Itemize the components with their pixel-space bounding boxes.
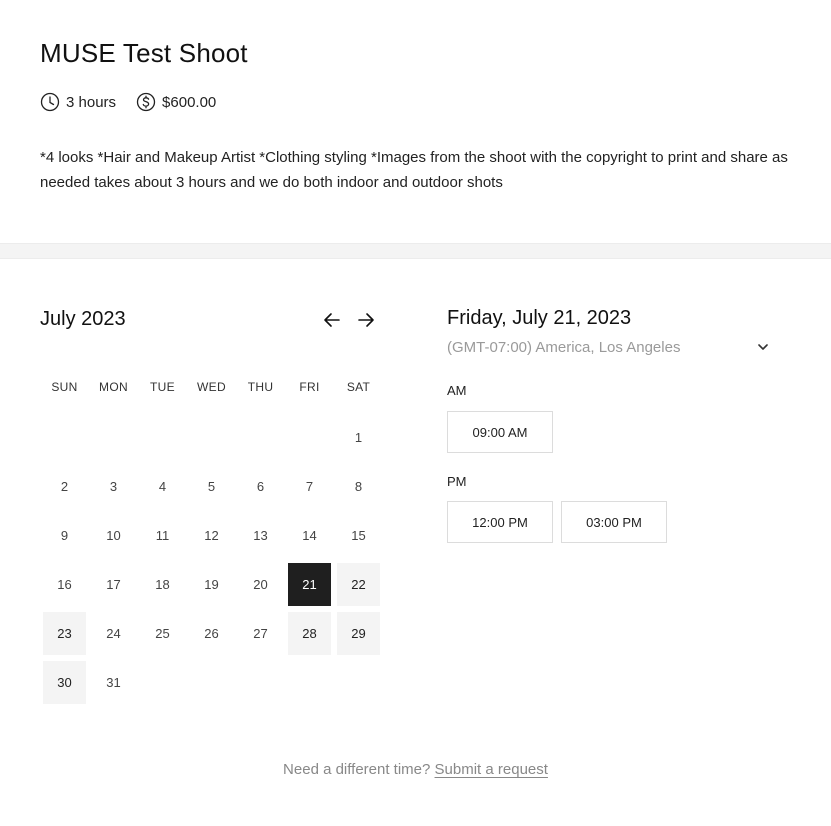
calendar-day [236,609,285,658]
next-month-button[interactable] [355,309,377,331]
calendar-day-number: 19 [204,577,219,592]
calendar-day [138,560,187,609]
calendar-day[interactable] [337,563,380,606]
weekday-label: FRI [299,380,320,394]
calendar-day-number: 28 [302,626,317,641]
calendar-day-number: 21 [302,577,317,592]
calendar-day-number: 31 [106,675,121,690]
dollar-circle-icon [136,92,156,112]
calendar-day [236,511,285,560]
section-divider [0,243,831,259]
calendar-day [334,462,383,511]
calendar-day-number: 26 [204,626,219,641]
calendar-day-number: 7 [305,479,314,494]
time-slot-button[interactable]: 12:00 PM [447,501,553,543]
calendar-day [89,658,138,707]
footer-prompt: Need a different time? [283,761,431,778]
calendar-day-number: 24 [106,626,121,641]
calendar-day [138,511,187,560]
duration-text: 3 hours [66,93,117,111]
calendar-day-number: 5 [207,479,216,494]
time-slot-button[interactable]: 09:00 AM [447,411,553,453]
calendar-day-number: 18 [155,577,170,592]
calendar-day-number: 29 [351,626,366,641]
calendar-day [187,511,236,560]
calendar-day-number: 4 [158,479,167,494]
weekday-label: THU [247,380,274,394]
calendar-day [138,462,187,511]
calendar-empty-cell [285,658,334,707]
calendar-empty-cell [187,658,236,707]
clock-icon [40,92,60,112]
submit-request-link[interactable]: Submit a request [434,761,548,778]
previous-month-button[interactable] [321,309,343,331]
calendar-day [89,511,138,560]
calendar-day-number: 3 [109,479,118,494]
calendar-day [89,609,138,658]
calendar-day [40,511,89,560]
weekday-label: SUN [51,380,78,394]
calendar-day [40,462,89,511]
calendar-day-number: 15 [351,528,366,543]
calendar-day [40,560,89,609]
calendar-day-number: 14 [302,528,317,543]
calendar-day [89,560,138,609]
month-label: July 2023 [40,308,126,330]
calendar-day [285,511,334,560]
timezone-select[interactable] [447,335,772,359]
calendar-day [334,511,383,560]
calendar-empty-cell [138,658,187,707]
calendar-day[interactable] [43,661,86,704]
duration-info [40,92,116,112]
weekday-label: WED [197,380,226,394]
calendar-day[interactable] [288,612,331,655]
calendar-empty-cell [285,413,334,462]
calendar-day[interactable] [337,612,380,655]
calendar-empty-cell [187,413,236,462]
calendar-day [334,413,383,462]
calendar-day-selected[interactable] [288,563,331,606]
am-section-label: AM [447,383,467,398]
arrow-right-icon [355,309,377,331]
calendar-day-number: 8 [354,479,363,494]
calendar-day-number: 23 [57,626,72,641]
calendar-day-number: 2 [60,479,69,494]
service-description: *4 looks *Hair and Makeup Artist *Clothing styling *Images from the shoot with the copyright to print and share as needed takes about 3 hours and we do both indoor and outdoor shots [40,149,788,191]
calendar-day-number: 10 [106,528,121,543]
calendar-day [236,560,285,609]
calendar-empty-cell [236,658,285,707]
calendar-empty-cell [89,413,138,462]
weekday-header [40,380,383,394]
calendar-day [187,462,236,511]
calendar-day-number: 11 [155,528,170,543]
calendar-grid [40,413,383,707]
page-title: MUSE Test Shoot [40,38,248,68]
calendar-day [138,609,187,658]
calendar-day-number: 25 [155,626,170,641]
calendar-day-number: 12 [204,528,219,543]
calendar-day-number: 27 [253,626,268,641]
calendar-day-number: 22 [351,577,366,592]
calendar-day [187,609,236,658]
calendar-day [285,462,334,511]
calendar-day [89,462,138,511]
calendar-empty-cell [236,413,285,462]
calendar-day-number: 30 [57,675,72,690]
chevron-down-icon [756,340,770,354]
footer-request [0,761,831,778]
calendar-day-number: 13 [253,528,268,543]
calendar-day-number: 20 [253,577,268,592]
calendar-day[interactable] [43,612,86,655]
calendar-empty-cell [40,413,89,462]
calendar-day-number: 6 [256,479,265,494]
calendar-day [236,462,285,511]
pm-section-label: PM [447,474,467,489]
time-slot-button[interactable]: 03:00 PM [561,501,667,543]
service-meta [40,92,236,112]
calendar-day [187,560,236,609]
calendar-day-number: 17 [106,577,121,592]
calendar-empty-cell [334,658,383,707]
timezone-value: (GMT-07:00) America, Los Angeles [447,338,681,356]
weekday-label: SAT [346,380,371,394]
calendar-empty-cell [138,413,187,462]
price-info [136,92,216,112]
weekday-label: MON [99,380,128,394]
calendar-day-number: 1 [354,430,363,445]
arrow-left-icon [321,309,343,331]
selected-date-heading: Friday, July 21, 2023 [447,307,632,329]
price-text: $600.00 [162,93,217,111]
calendar-day-number: 9 [60,528,69,543]
calendar-day-number: 16 [57,577,72,592]
weekday-label: TUE [150,380,175,394]
